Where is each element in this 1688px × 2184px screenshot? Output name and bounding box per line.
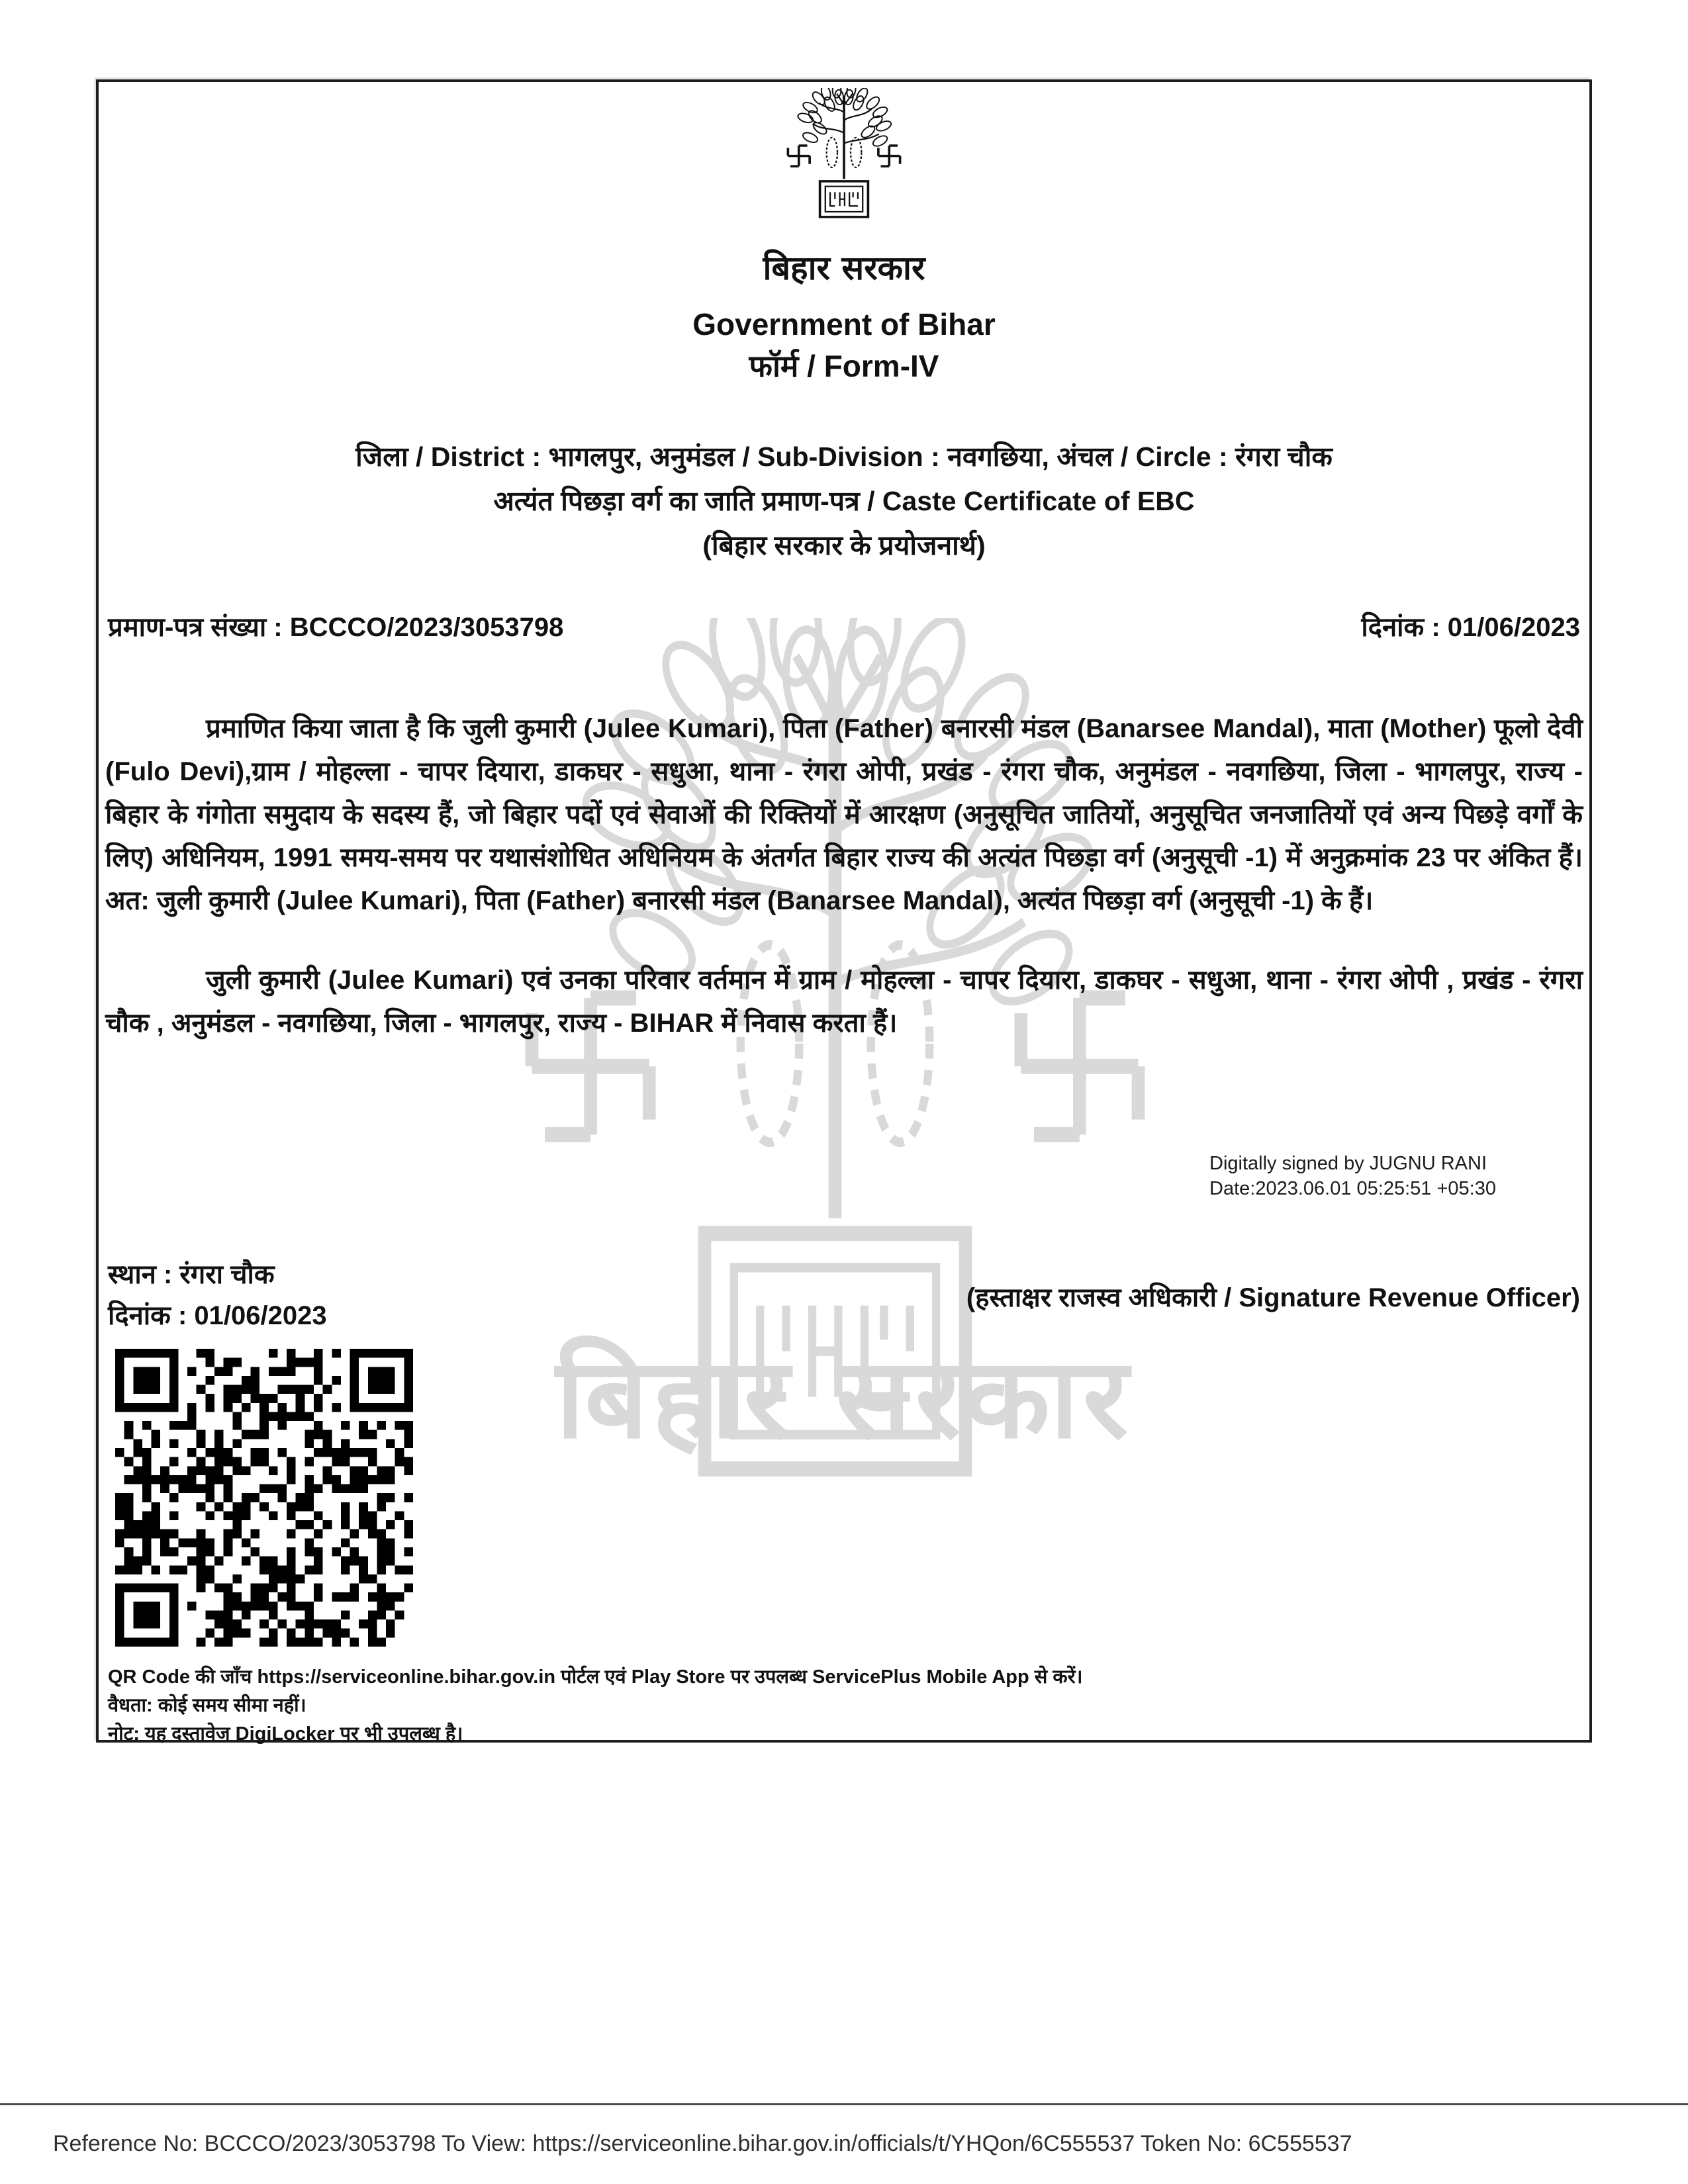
- reference-line: Reference No: BCCCO/2023/3053798 To View: https://serviceonline.bihar.gov.in/officials/t/YHQon/6C555537 Token No: 6C555537: [53, 2131, 1352, 2156]
- certificate-title: अत्यंत पिछड़ा वर्ग का जाति प्रमाण-पत्र / Caste Certificate of EBC: [493, 486, 1195, 516]
- certificate-meta-row: [99, 608, 1589, 644]
- certificate-number: प्रमाण-पत्र संख्या : BCCCO/2023/3053798: [108, 613, 564, 642]
- digital-signature-line1: Digitally signed by JUGNU RANI: [1209, 1153, 1487, 1174]
- certificate-sheet: [96, 79, 1592, 1743]
- validity-note: वैधता: कोई समय सीमा नहीं।: [108, 1695, 306, 1716]
- qr-code-pattern: [113, 1349, 415, 1647]
- digilocker-note: नोट: यह दस्तावेज DigiLocker पर भी उपलब्ध है।: [108, 1723, 463, 1745]
- digital-signature-block: [1209, 1151, 1496, 1201]
- date-line: दिनांक : 01/06/2023: [108, 1301, 327, 1330]
- qr-code: [113, 1349, 415, 1647]
- place-line: स्थान : रंगरा चौक: [108, 1260, 275, 1289]
- form-number-line: फॉर्म / Form-IV: [749, 349, 939, 383]
- issue-date: दिनांक : 01/06/2023: [1361, 613, 1580, 642]
- signature-officer-line: (हस्ताक्षर राजस्व अधिकारी / Signature Revenue Officer): [966, 1283, 1580, 1312]
- location-header-block: [99, 435, 1589, 568]
- footer-notes-block: [108, 1663, 1083, 1749]
- title-english: Government of Bihar: [692, 307, 996, 341]
- footer-divider: [0, 2103, 1688, 2105]
- certificate-paragraph-1: प्रमाणित किया जाता है कि जुली कुमारी (Julee Kumari), पिता (Father) बनारसी मंडल (Banarsee Mandal), माता (Mother) फूलो देवी (Fulo Devi),ग्राम / मोहल्ला - चापर दियारा, डाकघर - सधुआ, थाना - रंगरा ओपी, प्रखंड - रंगरा चौक, अनुमंडल - नवगछिया, जिला - भागलपुर, राज्य - बिहार के गंगोता समुदाय के सदस्य हैं, जो बिहार पदों एवं सेवाओं की रिक्तियों में आरक्षण (अनुसूचित जातियों, अनुसूचित जनजातियों एवं अन्य पिछड़े वर्गों के लिए) अधिनियम, 1991 समय-समय पर यथासंशोधित अधिनियम के अंतर्गत बिहार राज्य की अत्यंत पिछड़ा वर्ग (अनुसूची -1) में अनुक्रमांक 23 पर अंकित हैं। अत: जुली कुमारी (Julee Kumari), पिता (Father) बनारसी मंडल (Banarsee Mandal), अत्यंत पिछड़ा वर्ग (अनुसूची -1) के हैं।: [105, 714, 1583, 915]
- purpose-line: (बिहार सरकार के प्रयोजनार्थ): [702, 530, 986, 561]
- digital-signature-line2: Date:2023.06.01 05:25:51 +05:30: [1209, 1178, 1496, 1199]
- certificate-paragraph-2: जुली कुमारी (Julee Kumari) एवं उनका परिवार वर्तमान में ग्राम / मोहल्ला - चापर दियारा, डाकघर - सधुआ, थाना - रंगरा ओपी , प्रखंड - रंगरा चौक , अनुमंडल - नवगछिया, जिला - भागलपुर, राज्य - BIHAR में निवास करता हैं।: [105, 966, 1583, 1038]
- place-date-block: [108, 1254, 327, 1336]
- district-line: जिला / District : भागलपुर, अनुमंडल / Sub-Division : नवगछिया, अंचल / Circle : रंगरा चौक: [355, 441, 1333, 472]
- bihar-emblem-icon: [784, 88, 904, 220]
- watermark-text: बिहार सरकार: [555, 1334, 1133, 1463]
- qr-check-note: QR Code की जाँच https://serviceonline.bihar.gov.in पोर्टल एवं Play Store पर उपलब्ध ServicePlus Mobile App से करें।: [108, 1666, 1083, 1688]
- title-hindi: बिहार सरकार: [763, 249, 925, 287]
